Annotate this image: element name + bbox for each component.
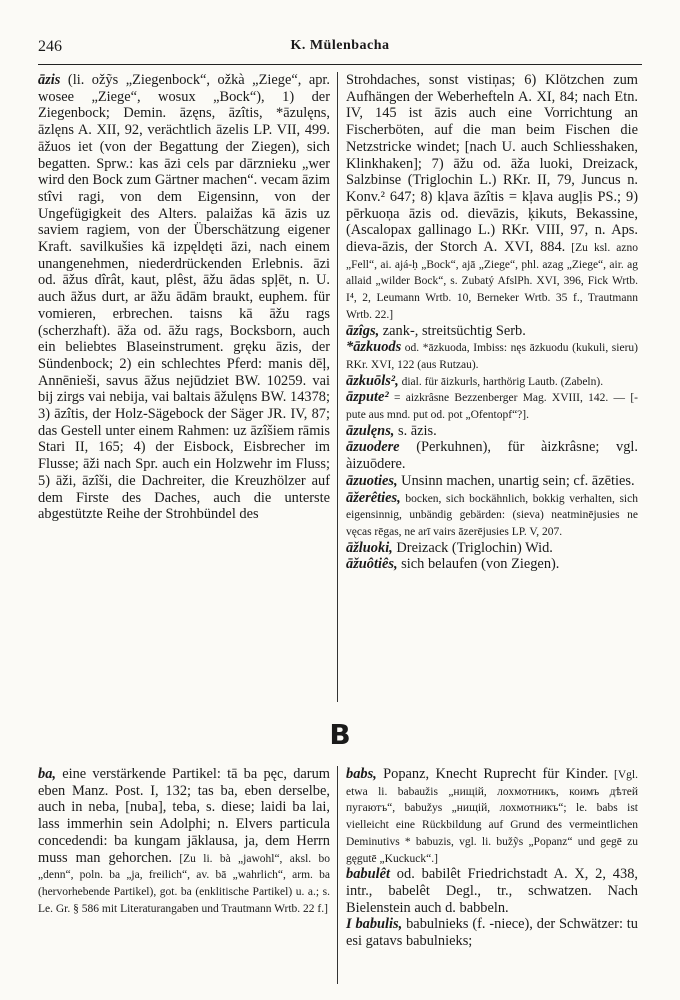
headword: āzuodere — [346, 439, 400, 456]
entry — [38, 72, 330, 523]
entry — [346, 373, 638, 390]
column-top-left — [38, 72, 330, 523]
headword: babs, — [346, 766, 377, 782]
entry-text: (Perkuhnen), für àizkrâsne; vgl. àizuōdere. — [346, 439, 638, 473]
entry — [346, 439, 638, 472]
entry-text: sich belaufen (von Ziegen). — [397, 556, 560, 573]
column-bottom-right — [346, 766, 638, 950]
entry — [38, 766, 330, 916]
entry-text: bocken, sich bockähnlich, bokkig verhalten, sich eigensinnig, unbändig gebärden: (sieva) neatminējusies ne vęcas rēgas, ne arī vairs āzerējusies LP. V, 207. — [346, 492, 638, 538]
entry — [346, 423, 638, 440]
etymology-note: [Zu ksl. azno „Fell“, ai. ajá-ḥ „Bock“, ajā „Ziege“, phl. azag „Ziege“, air. ag allaid „wilder Bock“, s. Zubatý AfslPh. XVI, 396, Fick Wrtb. I⁴, 2, Leumann Wrtb. 10, Berneker Wrtb. 35 f., Trautmann Wrtb. 22.] — [346, 242, 639, 321]
column-bottom-left — [38, 766, 330, 916]
entry — [346, 866, 638, 916]
headword: āzuoties, — [346, 472, 398, 489]
entry — [346, 490, 638, 540]
entry-text: (li. ožỹs „Ziegenbock“, ožkà „Ziege“, apr. wosee „Ziege“, wosux „Bock“), 1) der Ziegenbock; Demin. āzęns, āzîtis, *āzulęns, āzlęns A. XII, 92, verächtlich āzelis LP. VII, 499. āžuos iet (von der Begattung der Ziegen), sich begatten. Sprw.: kas āzi cels par dārznieku „wer wird den Bock zum Gärtner machen“. vecam āzim stîvi ragi, von dem Eigensinn, von der Ungefügigkeit des Alters. palaižas kā āzis uz saviem ragiem, von der Überschätzung eigener Kraft. savilkušies kā izpęldęti āzi, nach einem unangenehmen, niederdrückenden Erlebnis. āzi od. āžus dîrât, kaut, plêst, āžu ādas spļēt, n. U. auch āžus durt, ar āžu ādām braukt, euphem. für vomieren, erbrechen. taisns kā āžu rags (scherzhaft). āža od. āžu rags, Bocksborn, auch ein beliebtes Blaseinstrument. gręku āzis, der Sündenbock; 2) ein schlechtes Pferd: manis dēļ, Annēnieši, savus āžus nejūdziet BW. 10259. vai bij zirgs vai nebija, vai baltais āžulęns BW. 14378; 3) āzîtis, der Holz-Sägebock der Säger JR. IV, 87; das Gestell unter einem Rahmen: uz āzîšiem rāmis Stari II, 165; 4) der Eisbock, Eisbrecher im Flusse; āži nach Spr. auch ein Holzwehr im Fluss; 5) āži, āzîši, die Dachreiter, die Kreuzhölzer auf dem Firste des Daches, auch die unterste abgestützte Reihe der Strohbündel des — [38, 72, 330, 523]
etymology-note: [Vgl. etwa li. babaužis „нищій, лохмотникъ, коимъ дѣтей пугаютъ“, babužys „нищій, лохмотникъ“; le. babs ist vielleicht eine Rückbildung auf Grund des vermeintlichen Deminutivs * babuzis, vgl. li. bužỹs „Popanz“ und gegē zu gęgutē „Kuckuck“.] — [346, 769, 638, 865]
headword: āzpute² — [346, 389, 389, 406]
entry-text: Popanz, Knecht Ruprecht für Kinder. — [376, 766, 609, 782]
entry — [346, 473, 638, 490]
entry — [346, 540, 638, 557]
entry-text: eine verstärkende Partikel: tā ba pęc, darum eben Manz. Post. I, 132; tas ba, eben derselbe, auch in neba, [nuba], teba, s. diese; laidi ba lai, lass immerhin sein Adolphi; n. Elvers particula concedendi: ba kungam jāklausa, ja, dem Herrn muss man gehorchen. — [38, 766, 330, 866]
headword: āzkuōls², — [346, 372, 399, 389]
headword: āžerêties, — [346, 489, 401, 506]
entry — [346, 389, 638, 422]
headword: ba, — [38, 766, 56, 782]
headword: āžluoki, — [346, 539, 393, 556]
page-header — [38, 38, 642, 62]
headword: I babulis, — [346, 916, 403, 933]
page-number: 246 — [38, 38, 62, 55]
entry-text: dial. für āizkurls, harthörig Lautb. (Zabeln). — [398, 375, 604, 388]
column-divider — [337, 72, 338, 702]
entry — [346, 916, 638, 949]
column-top-right — [346, 72, 638, 573]
entry-text: zank-, streitsüchtig Serb. — [379, 322, 526, 339]
entry-text: babulnieks (f. -niece), der Schwätzer: tu esi gatavs babulnieks; — [346, 916, 638, 950]
column-divider — [337, 766, 338, 984]
entry-text: od. babilêt Friedrichstadt A. X, 2, 438, intr., babelêt Degl., tr., schwatzen. Nach Bielenstein auch d. babbeln. — [346, 866, 638, 916]
headword: *āzkuods — [346, 339, 402, 356]
headword: āžuôtiês, — [346, 556, 398, 573]
entry-text: od. *āzkuoda, Imbiss: nęs āzkuodu (kukuli, sieru) RKr. XVI, 122 (aus Rutzau). — [346, 342, 638, 371]
entry — [346, 339, 638, 372]
entry — [346, 323, 638, 340]
entry — [346, 766, 638, 866]
entry — [346, 556, 638, 573]
entry-text: Dreizack (Triglochin) Wid. — [392, 539, 553, 556]
entry-text: Strohdaches, sonst vistiņas; 6) Klötzchen zum Aufhängen der Weberhefteln A. XI, 84; nach Etn. IV, 145 ist āzis auch eine Vorrichtung an Fischerböten, auf die man beim Fischen die Netzstricke windet; [nach U. auch Schliesshaken, Klinkhaken]; 7) āžu od. āža luoki, Dreizack, Salzbinse (Triglochin L.) RKr. II, 79, Juncus n. Konv.² 647; 8) kļava āzîtis = kļava augļis PS.; 9) pērkuoņa āzis od. dievāzis, ķikuts, Bekassine, (Ascalopax gallinago L.) RKr. VIII, 97, n. Aps. dieva-āzis, der Storch A. XVI, 884. — [346, 72, 638, 256]
etymology-note: [Zu li. bà „jawohl“, aksl. bo „denn“, poln. ba „ja, freilich“, av. bā „wahrlich“, arm. ba (hervorhebende Partikel), got. ba (enklitische Partikel) u. a.; s. Le. Gr. § 586 mit Literaturangaben und Trautmann Wrtb. 22 f.] — [38, 852, 330, 915]
headword: āzis — [38, 72, 61, 88]
header-rule — [38, 64, 642, 65]
entry-text: = aizkrâsne Bezzenberger Mag. XVIII, 142. — [-pute aus mnd. put od. pot „Ofentopf“?]. — [346, 392, 638, 422]
section-letter: B — [329, 718, 351, 751]
headword: āzulęns, — [346, 422, 395, 439]
headword: āzîgs, — [346, 322, 380, 339]
entry — [346, 72, 638, 323]
entry-text: s. āzis. — [394, 422, 437, 439]
headword: babulêt — [346, 866, 390, 883]
entry-text: Unsinn machen, unartig sein; cf. āzēties. — [397, 472, 635, 489]
running-title: K. Mülenbacha — [290, 38, 390, 53]
